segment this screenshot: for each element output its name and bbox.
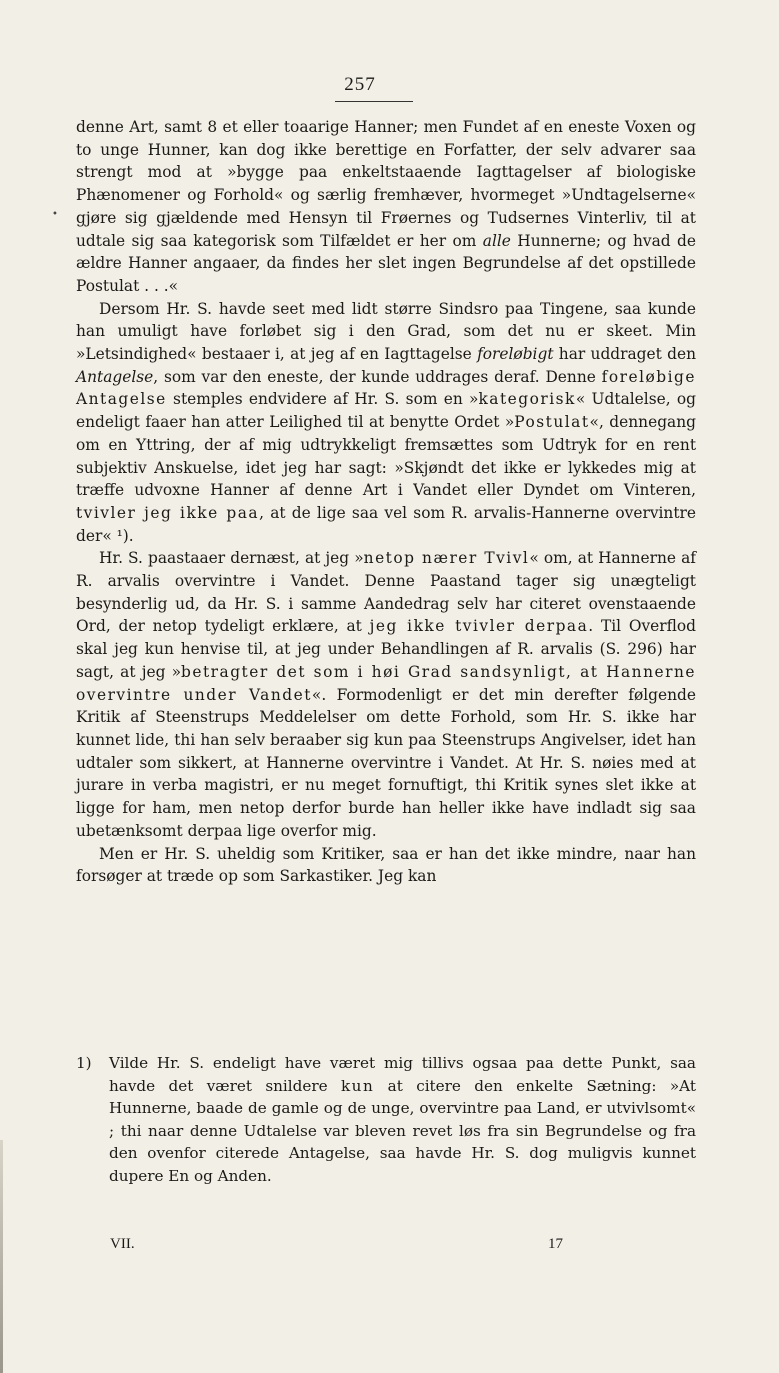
signature-sheet: 17: [548, 1236, 563, 1252]
page-number: 257: [344, 74, 376, 95]
page-edge-shadow: [0, 1140, 3, 1373]
footnote: 1) Vilde Hr. S. endeligt have været mig tillivs ogsaa paa dette Punkt, saa havde det været snildere kun at citere den enkelte Sætning: »At Hunnerne, baade de gamle og de unge, overvintre paa Land, er utvivlsomt« ; thi naar denne Udtalelse var bleven revet løs fra sin Begrundelse og fra den ovenfor citerede Antagelse, saa havde Hr. S. dog muligvis kunnet dupere En og Anden.: [76, 1054, 696, 1185]
paragraph-4: Men er Hr. S. uheldig som Kritiker, saa er han det ikke mindre, naar han forsøger at træde op som Sarkastiker. Jeg kan: [76, 844, 696, 886]
paragraph-2: Dersom Hr. S. havde seet med lidt større Sindsro paa Tingene, saa kunde han umuligt have forløbet sig i den Grad, som det nu er skeet. Min »Letsindighed« bestaaer i, at jeg af en Iagttagelse foreløbigt har uddraget den Antagelse, som var den eneste, der kunde uddrages deraf. Denne foreløbige Antagelse stemples endvidere af Hr. S. som en »kategorisk« Udtalelse, og endeligt faaer han atter Leilighed til at benytte Ordet »Postulat«, dennegang om en Yttring, der af mig udtrykkeligt fremsættes som Udtryk for en rent subjektiv Anskuelse, idet jeg har sagt: »Skjøndt det ikke er lykkedes mig at træffe udvoxne Hanner af denne Art i Vandet eller Dyndet om Vinteren, tvivler jeg ikke paa, at de lige saa vel som R. arvalis-Hannerne overvintre der« ¹).: [76, 299, 696, 545]
paragraph-3: Hr. S. paastaaer dernæst, at jeg »netop nærer Tvivl« om, at Hannerne af R. arvalis overvintre i Vandet. Denne Paastand tager sig unægteligt besynderlig ud, da Hr. S. i samme Aandedrag selv har citeret ovenstaaende Ord, der netop tydeligt erklære, at jeg ikke tvivler derpaa. Til Overflod skal jeg kun henvise til, at jeg under Behandlingen af R. arvalis (S. 296) har sagt, at jeg »betragter det som i høi Grad sandsynligt, at Hannerne overvintre under Vandet«. Formodenligt er det min derefter følgende Kritik af Steenstrups Meddelelser om dette Forhold, som Hr. S. ikke har kunnet lide, thi han selv beraaber sig kun paa Steenstrups Angivelser, idet han udtaler som sikkert, at Hannerne overvintre i Vandet. At Hr. S. nøies med at jurare in verba magistri, er nu meget fornuftigt, thi Kritik synes slet ikke at ligge for ham, men netop derfor burde han heller ikke have indladt sig saa ubetænksomt derpaa lige overfor mig.: [76, 549, 697, 840]
page-number-rule: [335, 101, 413, 102]
margin-mark: •: [52, 209, 58, 220]
body-text: [76, 116, 696, 888]
footnote-mark: 1): [76, 1054, 92, 1072]
signature-volume: VII.: [110, 1236, 135, 1252]
paragraph-1: denne Art, samt 8 et eller toaarige Hanner; men Fundet af en eneste Voxen og to unge Hunner, kan dog ikke berettige en Forfatter, der selv advarer saa strengt mod at »bygge paa enkeltstaaende Iagttagelser af biologiske Phænomener og Forhold« og særlig fremhæver, hvormeget »Undtagelserne« gjøre sig gjældende med Hensyn til Frøernes og Tudsernes Vinterliv, til at udtale sig saa kategorisk som Tilfældet er her om alle Hunnerne; og hvad de ældre Hanner angaaer, da findes her slet ingen Begrundelse af det opstillede Postulat . . .«: [76, 118, 696, 295]
